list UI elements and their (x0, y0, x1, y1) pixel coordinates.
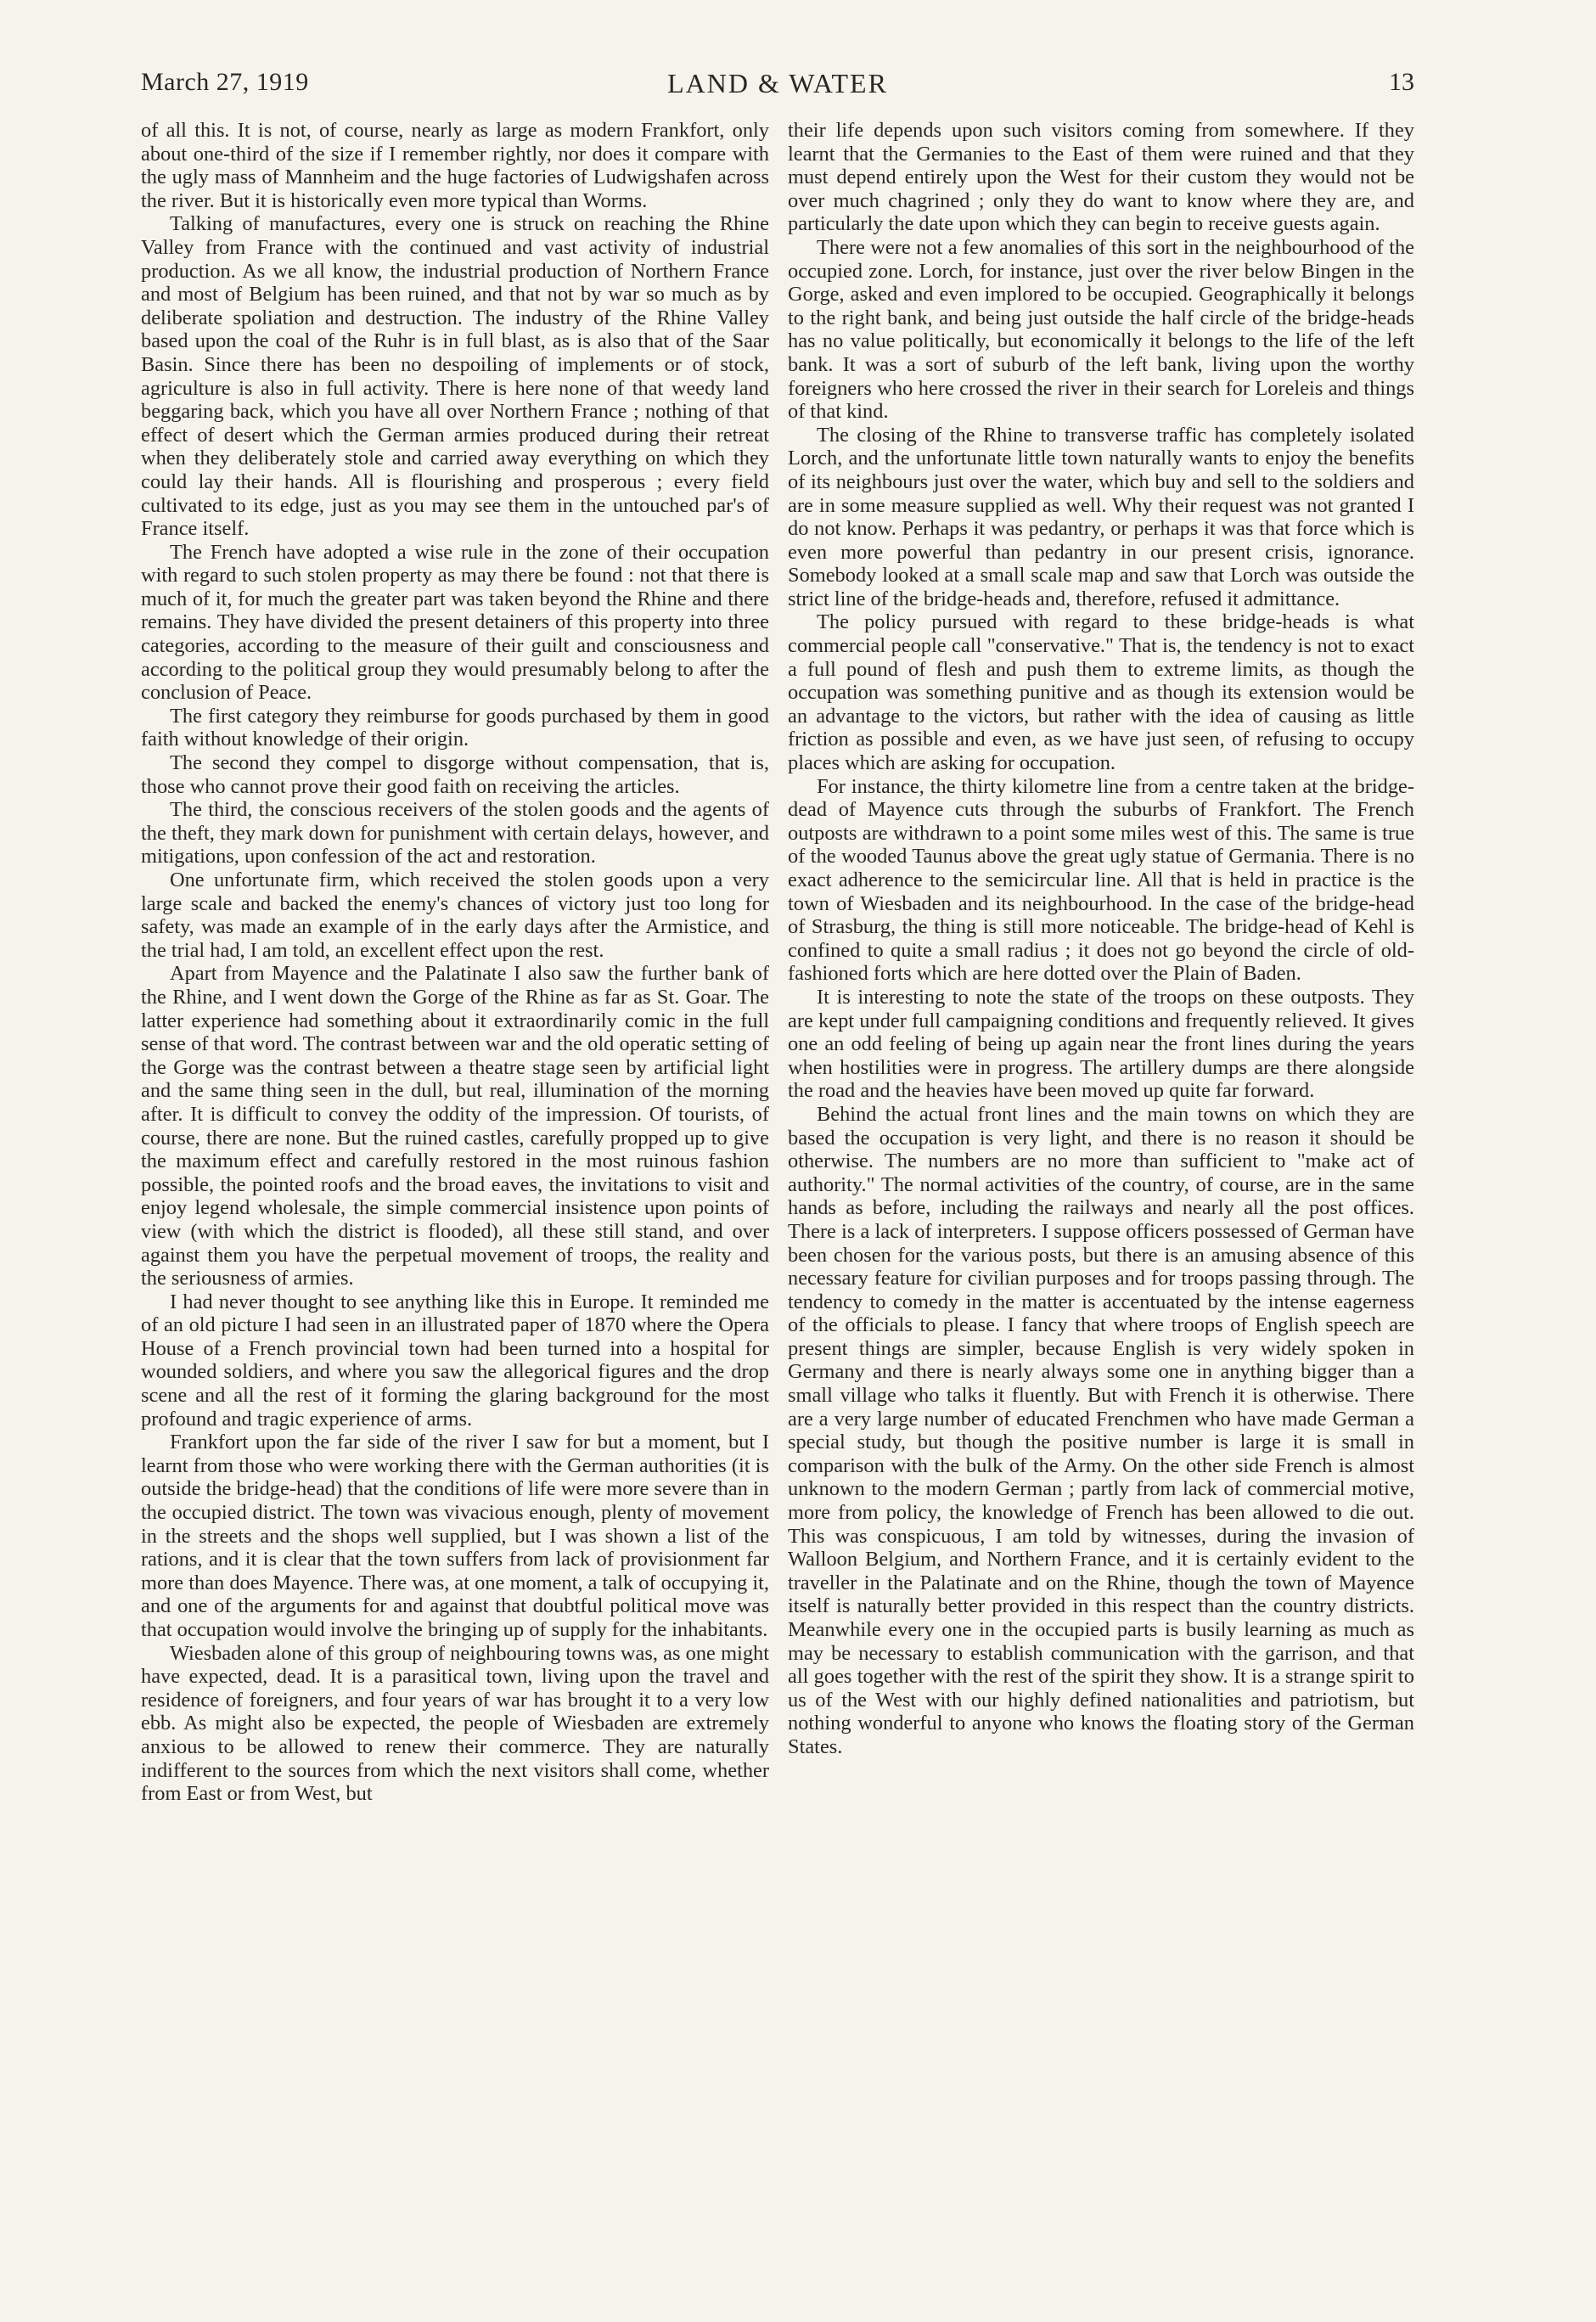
paragraph: The second they compel to disgorge without compensation, that is, those who cannot prove their good faith on receiving the articles. (141, 751, 769, 798)
page-header (141, 68, 1414, 102)
left-column (141, 119, 769, 1806)
paragraph: Apart from Mayence and the Palatinate I also saw the further bank of the Rhine, and I went down the Gorge of the Rhine as far as St. Goar. The latter experience had something about it extraordinarily comic in the full sense of that word. The contrast between war and the old operatic setting of the Gorge was the contrast between a theatre stage seen by artificial light and the same thing seen in the dull, but real, illumination of the morning after. It is difficult to convey the oddity of the impression. Of tourists, of course, there are none. But the ruined castles, carefully propped up to give the maximum effect and carefully restored in the most ruinous fashion possible, the pointed roofs and the broad eaves, the invitations to visit and enjoy legend wholesale, the simple commercial insistence upon points of view (with which the district is flooded), all these still stand, and over against them you have the perpetual movement of troops, the reality and the seriousness of armies. (141, 962, 769, 1290)
publication-title: LAND & WATER (667, 68, 888, 98)
paragraph: There were not a few anomalies of this sort in the neighbourhood of the occupied zone. Lorch, for instance, just over the river below Bingen in the Gorge, asked and even implored to be occupied. Geographically it belongs to the right bank, and being just outside the half circle of the bridge-heads has no value politically, but economically it belongs to the life of the left bank. It was a sort of suburb of the left bank, living upon the worthy foreigners who here crossed the river in their search for Loreleis and things of that kind. (788, 235, 1414, 424)
paragraph: Wiesbaden alone of this group of neighbouring towns was, as one might have expected, dead. It is a parasitical town, living upon the travel and residence of foreigners, and four years of war has brought it to a very low ebb. As might also be expected, the people of Wiesbaden are extremely anxious to be allowed to renew their commerce. They are naturally indifferent to the sources from which the next visitors shall come, whether from East or from West, but (141, 1641, 769, 1806)
page-number: 13 (1389, 68, 1414, 96)
paragraph: Talking of manufactures, every one is struck on reaching the Rhine Valley from France with the continued and vast activity of industrial production. As we all know, the industrial production of Northern France and most of Belgium has been ruined, and that not by war so much as by deliberate spoliation and destruction. The industry of the Rhine Valley based upon the coal of the Ruhr is in full blast, as is also that of the Saar Basin. Since there has been no despoiling of implements or of stock, agriculture is also in full activity. There is here none of that weedy land beggaring back, which you have all over Northern France ; nothing of that effect of desert which the German armies produced during their retreat when they deliberately stole and carried away everything on which they could lay their hands. All is flourishing and prosperous ; every field cultivated to its edge, just as you may see them in the untouched par's of France itself. (141, 212, 769, 541)
paragraph: The closing of the Rhine to transverse traffic has completely isolated Lorch, and the unfortunate little town naturally wants to enjoy the benefits of its neighbours just over the water, which buy and sell to the soldiers and are in some measure supplied as well. Why their request was not granted I do not know. Perhaps it was pedantry, or perhaps it was that force which is even more powerful than pedantry in our present crisis, ignorance. Somebody looked at a small scale map and saw that Lorch was outside the strict line of the bridge-heads and, therefore, refused it admittance. (788, 423, 1414, 610)
paragraph: It is interesting to note the state of the troops on these outposts. They are kept under full campaigning conditions and frequently relieved. It gives one an odd feeling of being up again near the front lines during the years when hostilities were in progress. The artillery dumps are there alongside the road and the heavies have been moved up quite far forward. (788, 985, 1414, 1103)
paragraph: of all this. It is not, of course, nearly as large as modern Frankfort, only about one-third of the size if I remember rightly, nor does it compare with the ugly mass of Mannheim and the huge factories of Ludwigshafen across the river. But it is historically even more typical than Worms. (141, 119, 769, 212)
paragraph: The French have adopted a wise rule in the zone of their occupation with regard to such stolen property as may there be found : not that there is much of it, for much the greater part was taken beyond the Rhine and there remains. They have divided the present detainers of this property into three categories, according to the measure of their guilt and consciousness and according to the political group they would presumably belong to after the conclusion of Peace. (141, 540, 769, 705)
paragraph: their life depends upon such visitors coming from somewhere. If they learnt that the Germanies to the East of them were ruined and that they must depend entirely upon the West for their custom they would not be over much chagrined ; only they do want to know where they are, and particularly the date upon which they can begin to receive guests again. (788, 119, 1414, 236)
paragraph: For instance, the thirty kilometre line from a centre taken at the bridge-dead of Mayence cuts through the suburbs of Frankfort. The French outposts are withdrawn to a point some miles west of this. The same is true of the wooded Taunus above the great ugly statue of Germania. There is no exact adherence to the semicircular line. All that is held in practice is the town of Wiesbaden and its neighbourhood. In the case of the bridge-head of Strasburg, the thing is still more noticeable. The bridge-head of Kehl is confined to quite a small radius ; it does not go beyond the circle of old-fashioned forts which are here dotted over the Plain of Baden. (788, 774, 1414, 986)
right-column (788, 119, 1414, 1759)
paragraph: Frankfort upon the far side of the river I saw for but a moment, but I learnt from those who were working there with the German authorities (it is outside the bridge-head) that the conditions of life were more severe than in the occupied district. The town was vivacious enough, plenty of movement in the streets and the shops well supplied, but I was shown a list of the rations, and it is clear that the town suffers from lack of provisionment far more than does Mayence. There was, at one moment, a talk of occupying it, and one of the arguments for and against that doubtful political move was that occupation would involve the bringing up of supply for the inhabitants. (141, 1431, 769, 1641)
paragraph: The policy pursued with regard to these bridge-heads is what commercial people call "conservative." That is, the tendency is not to exact a full pound of flesh and push them to extreme limits, as though the occupation was something punitive and as though its extension would be an advantage to the victors, but rather with the idea of causing as little friction as possible and even, as we have just seen, of refusing to occupy places which are asking for occupation. (788, 610, 1414, 775)
issue-date: March 27, 1919 (141, 68, 309, 96)
paragraph: The first category they reimburse for goods purchased by them in good faith without knowledge of their origin. (141, 704, 769, 751)
paragraph: One unfortunate firm, which received the stolen goods upon a very large scale and backed the enemy's chances of victory just too long for safety, was made an example of in the early days after the Armistice, and the trial had, I am told, an excellent effect upon the rest. (141, 869, 769, 962)
paragraph: I had never thought to see anything like this in Europe. It reminded me of an old picture I had seen in an illustrated paper of 1870 where the Opera House of a French provincial town had been turned into a hospital for wounded soldiers, and where you saw the allegorical figures and the drop scene and all the rest of it forming the glaring background for the most profound and tragic experience of arms. (141, 1290, 769, 1431)
paragraph: Behind the actual front lines and the main towns on which they are based the occupation is very light, and there is no reason it should be otherwise. The numbers are no more than sufficient to "make act of authority." The normal activities of the country, of course, are in the same hands as before, including the railways and nearly all the post offices. There is a lack of interpreters. I suppose officers possessed of German have been chosen for the various posts, but there is an amusing absence of this necessary feature for civilian purposes and for troops passing through. The tendency to comedy in the matter is accentuated by the intense eagerness of the officials to please. I fancy that where troops of English speech are present things are simpler, because English is very widely spoken in Germany and there is nearly always some one in anything bigger than a small village who talks it fluently. But with French it is otherwise. There are a very large number of educated Frenchmen who have made German a special study, but though the positive number is large it is small in comparison with the bulk of the Army. On the other side French is almost unknown to the modern German ; partly from lack of commercial motive, more from policy, the knowledge of French has been allowed to die out. This was conspicuous, I am told by witnesses, during the invasion of Walloon Belgium, and Northern France, and it is certainly evident to the traveller in the Palatinate and on the Rhine, though the town of Mayence itself is naturally better provided in this respect than the country districts. Meanwhile every one in the occupied parts is busily learning as much as may be necessary to establish communication with the garrison, and that all goes together with the rest of the spirit they show. It is a strange spirit to us of the West with our highly defined nationalities and patriotism, but nothing wonderful to anyone who knows the floating story of the German States. (788, 1102, 1414, 1758)
paragraph: The third, the conscious receivers of the stolen goods and the agents of the theft, they mark down for punishment with certain delays, however, and mitigations, upon confession of the act and restoration. (141, 798, 769, 869)
